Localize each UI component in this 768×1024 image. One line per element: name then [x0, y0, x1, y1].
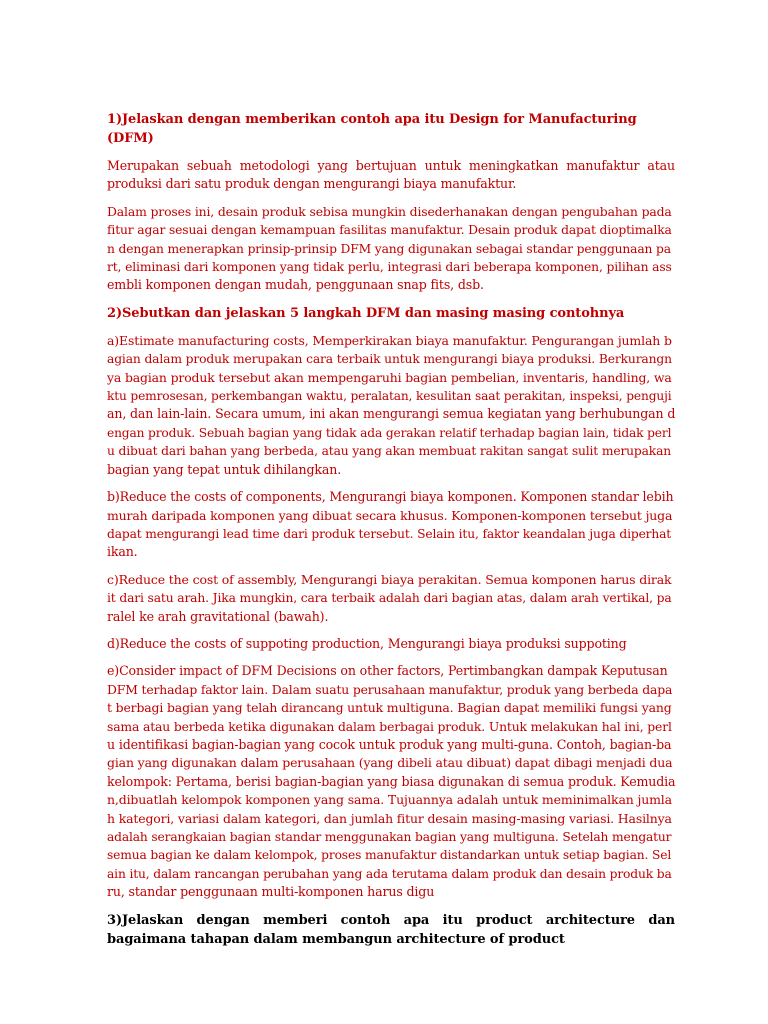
text-line: n,dibuatlah kelompok komponen yang sama. Tujuannya adalah untuk meminimalkan jumla [107, 792, 672, 808]
question-1-heading: 1)Jelaskan dengan memberikan contoh apa itu Design for Manufacturing (DFM) [107, 112, 637, 146]
text-line: it dari satu arah. Jika mungkin, cara terbaik adalah dari bagian atas, dalam arah vertikal, pa [107, 591, 672, 606]
text-line: adalah serangkaian bagian standar menggunakan bagian yang multiguna. Setelah mengatur [107, 830, 672, 844]
text-line: ktu pemrosesan, perkembangan waktu, peralatan, kesulitan saat perakitan, inspeksi, penguji [107, 389, 672, 404]
text-line: t berbagi bagian yang telah dirancang untuk multiguna. Bagian dapat memiliki fungsi yang [107, 700, 672, 716]
q1-definition-paragraph [107, 157, 675, 194]
text-line: bagian yang tepat untuk dihilangkan. [107, 461, 342, 477]
q2-step-c-paragraph [107, 571, 675, 626]
text-line: murah daripada komponen yang dibuat secara khusus. Komponen-komponen tersebut juga [107, 507, 673, 523]
text-line: ru, standar penggunaan multi-komponen harus digu [107, 884, 435, 900]
text-line: produksi dari satu produk dengan mengurangi biaya manufaktur. [107, 176, 517, 192]
text-line: kelompok: Pertama, berisi bagian-bagian yang biasa digunakan di semua produk. Kemudia [107, 773, 676, 789]
text-line: h kategori, variasi dalam kategori, dan jumlah fitur desain masing-masing variasi. Hasilnya [107, 810, 672, 826]
text-line: embli komponen dengan mudah, penggunaan snap fits, dsb. [107, 277, 484, 293]
text-line: rt, eliminasi dari komponen yang tidak perlu, integrasi dari beberapa komponen, pilihan ass [107, 260, 672, 275]
text-line: Dalam proses ini, desain produk sebisa mungkin disederhanakan dengan pengubahan pada [107, 203, 672, 219]
text-line: d)Reduce the costs of suppoting production, Mengurangi biaya produksi suppoting [107, 635, 627, 651]
text-line: fitur agar sesuai dengan kemampuan fasilitas manufaktur. Desain produk dapat dioptimalka [107, 223, 672, 238]
text-line: n dengan menerapkan prinsip-prinsip DFM yang digunakan sebagai standar penggunaan pa [107, 241, 671, 256]
text-line: agian dalam produk merupakan cara terbaik untuk mengurangi biaya produksi. Berkurangn [107, 352, 672, 367]
text-line: c)Reduce the cost of assembly, Mengurangi biaya perakitan. Semua komponen harus dirak [107, 571, 672, 587]
q1-process-paragraph [107, 203, 675, 295]
question-3-heading: 3)Jelaskan dengan memberi contoh apa itu product architecture dan bagaimana tahapan dalam membangun architecture of product [107, 912, 675, 947]
document-page [107, 110, 675, 958]
text-line: ain itu, dalam rancangan perubahan yang ada terutama dalam produk dan desain produk ba [107, 866, 672, 881]
text-line: ralel ke arah gravitational (bawah). [107, 608, 329, 624]
text-line: DFM terhadap faktor lain. Dalam suatu perusahaan manufaktur, produk yang berbeda dapa [107, 682, 673, 697]
text-line: ikan. [107, 544, 138, 560]
question-2-heading: 2)Sebutkan dan jelaskan 5 langkah DFM dan masing masing contohnya [107, 305, 625, 321]
text-line: Merupakan sebuah metodologi yang bertujuan untuk meningkatkan manufaktur atau [107, 158, 675, 173]
text-line: u identifikasi bagian-bagian yang cocok untuk produk yang multi-guna. Contoh, bagian-ba [107, 736, 672, 752]
text-line: an, dan lain-lain. Secara umum, ini akan mengurangi semua kegiatan yang berhubungan d [107, 406, 676, 422]
text-line: gian yang digunakan dalam perusahaan (yang dibeli atau dibuat) dapat dibagi menjadi dua [107, 755, 673, 771]
text-line: a)Estimate manufacturing costs, Memperkirakan biaya manufaktur. Pengurangan jumlah b [107, 332, 672, 348]
text-line: b)Reduce the costs of components, Mengurangi biaya komponen. Komponen standar lebih [107, 489, 674, 505]
text-line: engan produk. Sebuah bagian yang tidak ada gerakan relatif terhadap bagian lain, tidak perl [107, 425, 672, 440]
q2-step-e-paragraph [107, 662, 675, 901]
text-line: dapat mengurangi lead time dari produk tersebut. Selain itu, faktor keandalan juga diperhat [107, 526, 672, 541]
text-line: semua bagian ke dalam kelompok, proses manufaktur distandarkan untuk setiap bagian. Sel [107, 848, 672, 863]
text-line: ya bagian produk tersebut akan mempengaruhi bagian pembelian, inventaris, handling, wa [107, 369, 672, 385]
text-line: u dibuat dari bahan yang berbeda, atau yang akan membuat rakitan sangat sulit merupakan [107, 444, 672, 459]
q2-step-b-paragraph [107, 488, 675, 562]
q2-step-d-paragraph [107, 635, 675, 653]
text-line: sama atau berbeda ketika digunakan dalam berbagai produk. Untuk melakukan hal ini, perl [107, 719, 672, 734]
text-line: e)Consider impact of DFM Decisions on other factors, Pertimbangkan dampak Keputusan [107, 663, 668, 679]
q2-step-a-paragraph [107, 332, 675, 479]
